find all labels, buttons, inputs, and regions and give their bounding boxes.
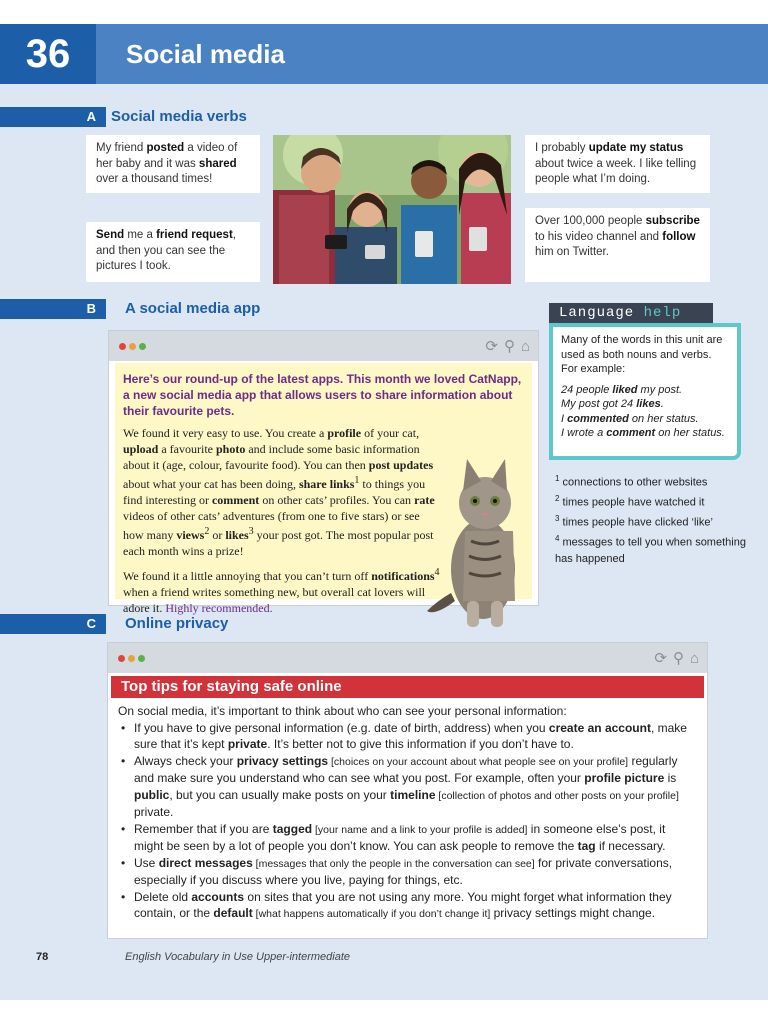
- window-controls: [119, 337, 149, 355]
- minimize-dot[interactable]: [129, 343, 136, 350]
- browser-nav-icons: [648, 649, 699, 667]
- callout-subscribe: Over 100,000 people subscribe to his video channel and follow him on Twitter.: [525, 208, 710, 282]
- section-c-title: Online privacy: [125, 615, 229, 632]
- unit-title: Social media: [126, 39, 285, 69]
- glossary-notes: [555, 471, 755, 567]
- refresh-icon[interactable]: ⟳: [654, 650, 667, 667]
- maximize-dot[interactable]: [138, 655, 145, 662]
- kitten-image: [425, 451, 525, 631]
- book-title: English Vocabulary in Use Upper-intermediate: [125, 951, 351, 963]
- minimize-dot[interactable]: [128, 655, 135, 662]
- search-icon[interactable]: ⚲: [672, 650, 684, 667]
- tips-lead: On social media, it’s important to think about who can see your personal information:: [118, 704, 567, 718]
- app-review-paragraph-2: We found it a little annoying that you can’t turn off notifications$^4$ when a friend writes something new, but overall cat lovers will adore it. Highly recommended.: [123, 567, 440, 615]
- callout-posted: My friend posted a video of her baby and it was shared over a thousand times!: [86, 135, 260, 193]
- tips-content: [118, 703, 697, 923]
- language-help-examples: [561, 383, 729, 441]
- friends-with-phones-photo: [273, 135, 511, 284]
- app-review-content: [115, 363, 532, 615]
- section-a-title: Social media verbs: [111, 108, 247, 125]
- example-line: My post got 24 likes.: [561, 398, 664, 410]
- app-review-paragraph-1: We found it very easy to use. You create a profile of your cat, upload a favourite photo and include some basic information about it (age, colour, favourite food). You can then post updates about what your cat has been doing, share links$^1$ to things you find interesting or comment on other cats’ profiles. You can rate videos of other cats’ adventures (from one to five stars) or see how many views$^2$ or likes$^3$ your post got. The most popular post each month wins a prize!: [123, 426, 435, 558]
- tip-item: • Always check your privacy settings [choices on your account about what people see on your profile] regularly and make sure you understand who can see what you post. For example, often your profile picture is public, but you can usually make posts on your timeline [collection of photos and other posts on your profile] private.: [118, 753, 697, 821]
- glossary-item: $^4$ messages to tell you when something has happened: [555, 534, 746, 565]
- page-number: 78: [36, 951, 49, 963]
- glossary-item: $^1$ connections to other websites: [555, 474, 708, 489]
- browser-nav-icons: [479, 337, 530, 355]
- unit-number: 36: [0, 24, 96, 84]
- home-icon[interactable]: ⌂: [689, 650, 699, 667]
- maximize-dot[interactable]: [139, 343, 146, 350]
- app-review-intro: Here’s our round-up of the latest apps. This month we loved CatNapp, a new social media app that allows users to share information about their favourite pets.: [123, 372, 522, 418]
- app-review-text: [123, 425, 441, 616]
- home-icon[interactable]: ⌂: [520, 338, 530, 355]
- window-controls: [118, 649, 148, 667]
- callout-friend-request: Send me a friend request, and then you can see the pictures I took.: [86, 222, 260, 282]
- glossary-item: $^3$ times people have clicked ‘like’: [555, 514, 713, 529]
- section-b-title: A social media app: [125, 300, 261, 317]
- example-line: 24 people liked my post.: [561, 383, 683, 396]
- tips-list: [118, 720, 697, 923]
- tips-title: Top tips for staying safe online: [111, 676, 704, 698]
- example-line: I commented on her status.: [561, 412, 699, 425]
- app-review-browser-window: [108, 330, 539, 615]
- language-help-box: [549, 323, 741, 460]
- close-dot[interactable]: [118, 655, 125, 662]
- language-help-title: Language help: [549, 303, 713, 323]
- tip-item: • Remember that if you are tagged [your name and a link to your profile is added] in someone else’s post, it might be seen by a lot of people you don’t know. You can ask people to remove the tag if necessary.: [118, 821, 697, 855]
- glossary-item: $^2$ times people have watched it: [555, 494, 705, 509]
- section-b-letter: B: [0, 299, 106, 319]
- tip-item: • Delete old accounts on sites that you are not using any more. You might forget what information they contain, or the default [what happens automatically if you don’t change it] privacy settings might change.: [118, 889, 697, 923]
- section-c-letter: C: [0, 614, 106, 634]
- section-a-letter: A: [0, 107, 106, 127]
- refresh-icon[interactable]: ⟳: [485, 338, 498, 355]
- browser-toolbar: [109, 331, 538, 361]
- tip-item: • Use direct messages [messages that only the people in the conversation can see] for private conversations, especially if you discuss where you live, paying for things, etc.: [118, 855, 697, 889]
- close-dot[interactable]: [119, 343, 126, 350]
- language-help-text: Many of the words in this unit are used as both nouns and verbs. For example:: [561, 334, 723, 375]
- search-icon[interactable]: ⚲: [503, 338, 515, 355]
- privacy-tips-browser-window: [107, 642, 708, 939]
- tip-item: • If you have to give personal information (e.g. date of birth, address) when you create an account, make sure that it’s kept private. It’s better not to give this information if you don’t have to.: [118, 720, 697, 753]
- unit-title-bar: [0, 24, 768, 84]
- callout-update-status: I probably update my status about twice a week. I like telling people what I’m doing.: [525, 135, 710, 193]
- browser-toolbar: [108, 643, 707, 673]
- example-line: I wrote a comment on her status.: [561, 427, 725, 439]
- page: [0, 24, 768, 1000]
